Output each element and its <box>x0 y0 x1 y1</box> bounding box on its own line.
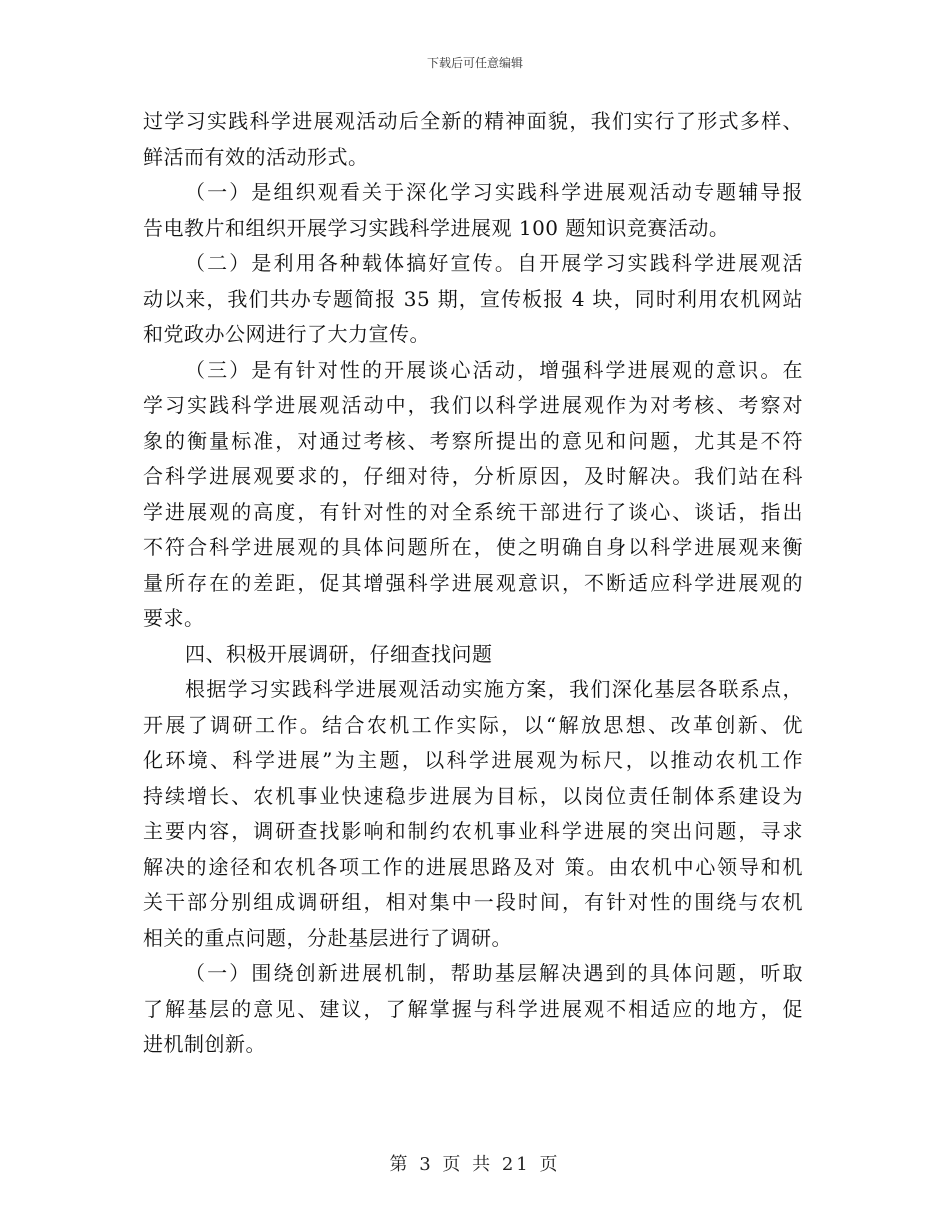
text-line: 持续增长、农机事业快速稳步进展为目标，以岗位责任制体系建设为 <box>143 783 803 808</box>
text-line: 根据学习实践科学进展观活动实施方案，我们深化基层各联系点， <box>185 677 803 701</box>
text-line: 动以来，我们共办专题简报 35 期，宣传板报 4 块，同时利用农机网站 <box>143 286 803 311</box>
text-line: 要求。 <box>143 606 205 630</box>
text-line: 相关的重点问题，分赴基层进行了调研。 <box>143 925 512 950</box>
text-line: 进机制创新。 <box>143 1032 266 1056</box>
text-line: 学习实践科学进展观活动中，我们以科学进展观作为对考核、考察对 <box>143 393 803 417</box>
text-line: 量所存在的差距，促其增强科学进展观意识，不断适应科学进展观的 <box>143 570 803 595</box>
text-line: 化环境、科学进展”为主题，以科学进展观为标尺，以推动农机工作 <box>143 748 803 772</box>
text-line: 不符合科学进展观的具体问题所在，使之明确自身以科学进展观来衡 <box>143 535 803 559</box>
text-line: 主要内容，调研查找影响和制约农机事业科学进展的突出问题，寻求 <box>143 819 803 843</box>
text-line: 合科学进展观要求的，仔细对待，分析原因，及时解决。我们站在科 <box>143 464 803 488</box>
text-line: 开展了调研工作。结合农机工作实际，以“解放思想、改革创新、优 <box>143 712 803 737</box>
text-line: （三）是有针对性的开展谈心活动，增强科学进展观的意识。在 <box>185 357 803 382</box>
text-line: 关干部分别组成调研组，相对集中一段时间，有针对性的围绕与农机 <box>143 890 803 914</box>
text-line: 解决的途径和农机各项工作的进展思路及对 策。由农机中心领导和机 <box>143 854 803 879</box>
text-line: 学进展观的高度，有针对性的对全系统干部进行了谈心、谈话，指出 <box>143 499 803 524</box>
text-line: （一）围绕创新进展机制，帮助基层解决遇到的具体问题，听取 <box>185 961 803 985</box>
page-header: 下载后可任意编辑 <box>426 56 523 70</box>
document-body <box>143 104 803 1063</box>
text-line: 和党政办公网进行了大力宣传。 <box>143 322 430 346</box>
text-line: 鲜活而有效的活动形式。 <box>143 144 369 169</box>
text-line: 象的衡量标准，对通过考核、考察所提出的意见和问题，尤其是不符 <box>143 428 803 453</box>
text-line: 告电教片和组织开展学习实践科学进展观 100 题知识竞赛活动。 <box>143 215 730 240</box>
page-number-footer: 第 3 页 共 21 页 <box>389 1154 561 1175</box>
text-line: 四、积极开展调研，仔细查找问题 <box>185 641 493 666</box>
text-line: （一）是组织观看关于深化学习实践科学进展观活动专题辅导报 <box>185 180 803 204</box>
text-line: 了解基层的意见、建议，了解掌握与科学进展观不相适应的地方，促 <box>143 996 803 1021</box>
text-line: （二）是利用各种载体搞好宣传。自开展学习实践科学进展观活 <box>185 251 803 275</box>
text-line: 过学习实践科学进展观活动后全新的精神面貌，我们实行了形式多样、 <box>143 109 803 133</box>
